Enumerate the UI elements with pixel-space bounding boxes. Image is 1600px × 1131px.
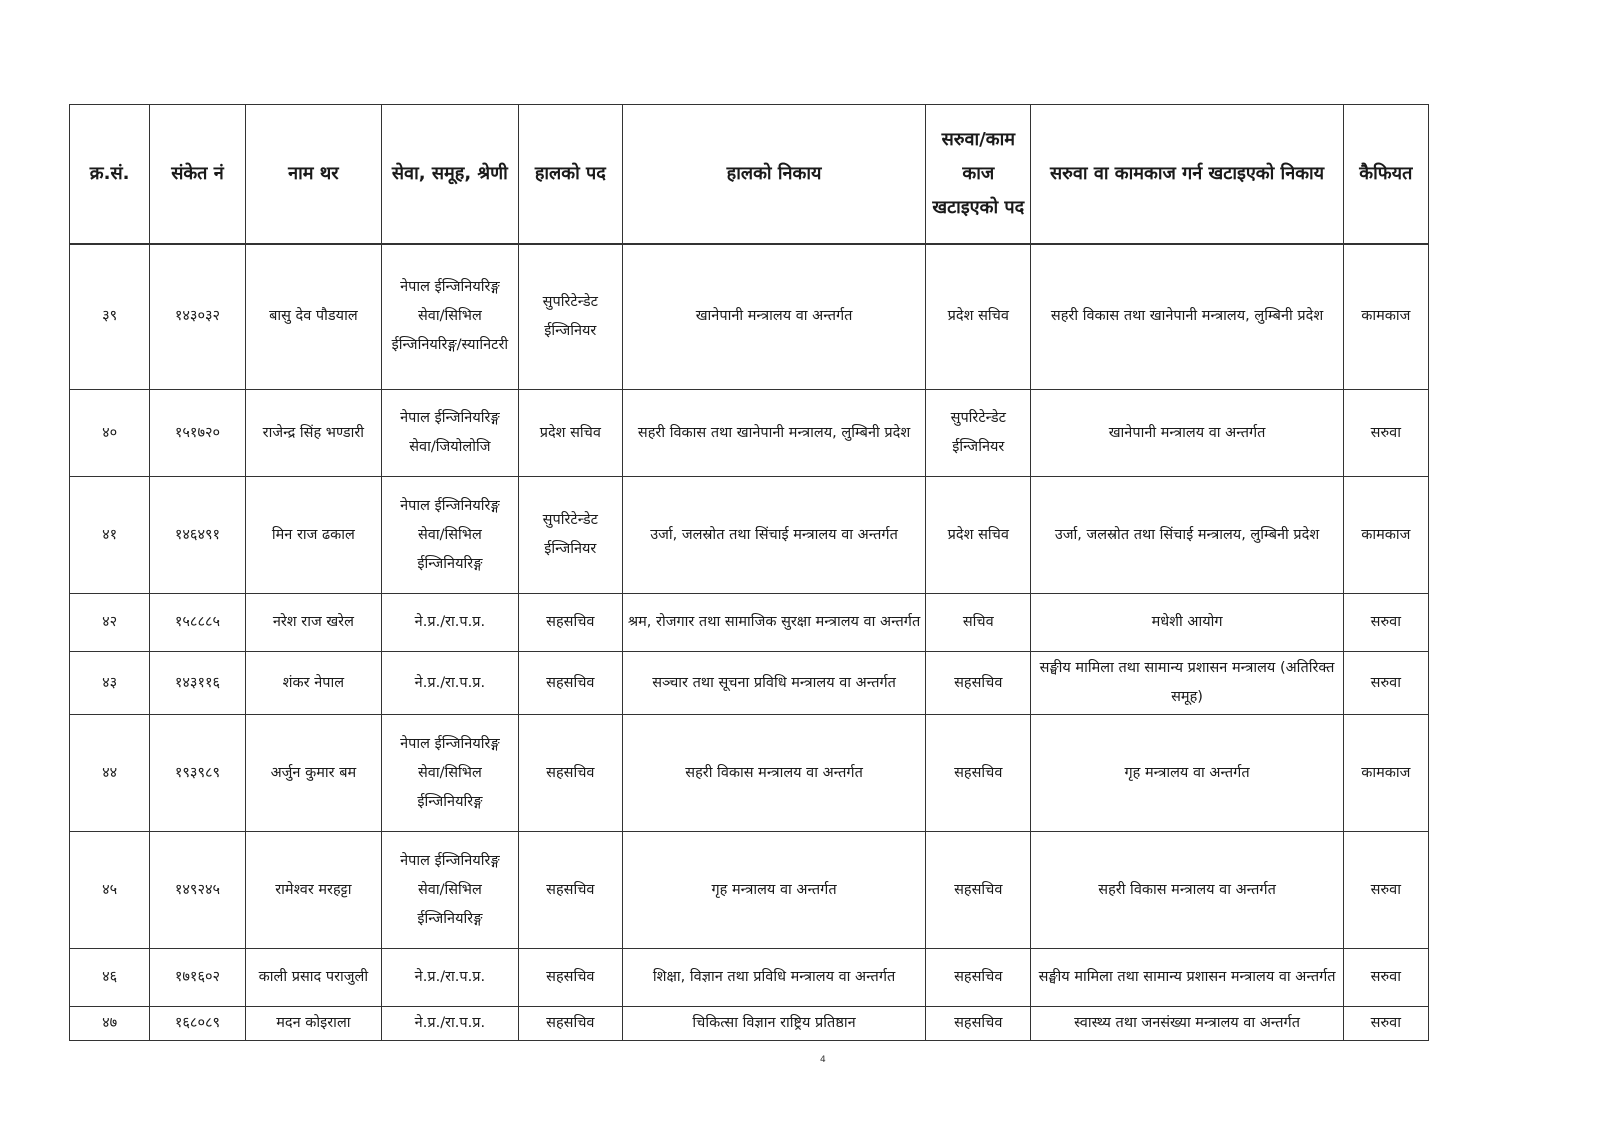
cell-current-office: सहरी विकास मन्त्रालय वा अन्तर्गत <box>623 715 926 832</box>
cell-remarks: सरुवा <box>1343 1007 1428 1041</box>
cell-name: शंकर नेपाल <box>245 652 382 715</box>
cell-code: १५१७२० <box>150 390 245 477</box>
cell-serial: ४० <box>70 390 150 477</box>
cell-serial: ३९ <box>70 244 150 390</box>
cell-code: १४६४९१ <box>150 477 245 594</box>
cell-name: बासु देव पौडयाल <box>245 244 382 390</box>
cell-serial: ४६ <box>70 949 150 1007</box>
cell-assigned-post: सहसचिव <box>926 715 1031 832</box>
cell-assigned-office: सङ्घीय मामिला तथा सामान्य प्रशासन मन्त्रालय वा अन्तर्गत <box>1031 949 1343 1007</box>
cell-name: अर्जुन कुमार बम <box>245 715 382 832</box>
cell-current-office: गृह मन्त्रालय वा अन्तर्गत <box>623 832 926 949</box>
cell-service: ने.प्र./रा.प.प्र. <box>382 594 519 652</box>
cell-remarks: कामकाज <box>1343 715 1428 832</box>
cell-service: ने.प्र./रा.प.प्र. <box>382 1007 519 1041</box>
header-name: नाम थर <box>245 105 382 244</box>
cell-current-office: खानेपानी मन्त्रालय वा अन्तर्गत <box>623 244 926 390</box>
header-assigned-office: सरुवा वा कामकाज गर्न खटाइएको निकाय <box>1031 105 1343 244</box>
cell-serial: ४७ <box>70 1007 150 1041</box>
cell-current-office: सञ्चार तथा सूचना प्रविधि मन्त्रालय वा अन्तर्गत <box>623 652 926 715</box>
cell-assigned-post: सहसचिव <box>926 832 1031 949</box>
cell-assigned-office: मधेशी आयोग <box>1031 594 1343 652</box>
cell-remarks: कामकाज <box>1343 477 1428 594</box>
cell-current-post: सहसचिव <box>518 715 622 832</box>
cell-current-post: सहसचिव <box>518 1007 622 1041</box>
cell-assigned-office: उर्जा, जलस्रोत तथा सिंचाई मन्त्रालय, लुम्बिनी प्रदेश <box>1031 477 1343 594</box>
cell-name: रामेश्वर मरहट्टा <box>245 832 382 949</box>
cell-service: नेपाल ईन्जिनियरिङ्ग सेवा/सिभिल ईन्जिनियरिङ्ग <box>382 477 519 594</box>
cell-code: १४९२४५ <box>150 832 245 949</box>
table-row <box>70 1007 1429 1041</box>
cell-name: राजेन्द्र सिंह भण्डारी <box>245 390 382 477</box>
cell-code: १४३०३२ <box>150 244 245 390</box>
header-current-office: हालको निकाय <box>623 105 926 244</box>
cell-serial: ४२ <box>70 594 150 652</box>
cell-remarks: सरुवा <box>1343 594 1428 652</box>
cell-remarks: सरुवा <box>1343 832 1428 949</box>
cell-assigned-post: सचिव <box>926 594 1031 652</box>
cell-assigned-office: सहरी विकास मन्त्रालय वा अन्तर्गत <box>1031 832 1343 949</box>
cell-serial: ४४ <box>70 715 150 832</box>
cell-name: काली प्रसाद पराजुली <box>245 949 382 1007</box>
cell-remarks: सरुवा <box>1343 652 1428 715</box>
cell-current-office: श्रम, रोजगार तथा सामाजिक सुरक्षा मन्त्रालय वा अन्तर्गत <box>623 594 926 652</box>
cell-assigned-post: प्रदेश सचिव <box>926 477 1031 594</box>
cell-service: नेपाल ईन्जिनियरिङ्ग सेवा/सिभिल ईन्जिनियरिङ्ग <box>382 715 519 832</box>
cell-assigned-office: गृह मन्त्रालय वा अन्तर्गत <box>1031 715 1343 832</box>
cell-serial: ४१ <box>70 477 150 594</box>
cell-service: नेपाल ईन्जिनियरिङ्ग सेवा/सिभिल ईन्जिनियरिङ्ग/स्यानिटरी <box>382 244 519 390</box>
cell-name: नरेश राज खरेल <box>245 594 382 652</box>
table-row <box>70 390 1429 477</box>
cell-assigned-office: सहरी विकास तथा खानेपानी मन्त्रालय, लुम्बिनी प्रदेश <box>1031 244 1343 390</box>
cell-code: १९३९८९ <box>150 715 245 832</box>
header-assigned-post: सरुवा/काम काज खटाइएको पद <box>926 105 1031 244</box>
header-code: संकेत नं <box>150 105 245 244</box>
table-row <box>70 832 1429 949</box>
table-row <box>70 715 1429 832</box>
cell-current-post: सहसचिव <box>518 949 622 1007</box>
cell-current-office: सहरी विकास तथा खानेपानी मन्त्रालय, लुम्बिनी प्रदेश <box>623 390 926 477</box>
cell-current-post: सहसचिव <box>518 832 622 949</box>
cell-current-post: सुपरिटेन्डेट ईन्जिनियर <box>518 477 622 594</box>
cell-assigned-office: खानेपानी मन्त्रालय वा अन्तर्गत <box>1031 390 1343 477</box>
cell-remarks: सरुवा <box>1343 390 1428 477</box>
cell-assigned-post: सहसचिव <box>926 652 1031 715</box>
cell-serial: ४३ <box>70 652 150 715</box>
cell-current-office: शिक्षा, विज्ञान तथा प्रविधि मन्त्रालय वा अन्तर्गत <box>623 949 926 1007</box>
cell-remarks: सरुवा <box>1343 949 1428 1007</box>
cell-assigned-post: सुपरिटेन्डेट ईन्जिनियर <box>926 390 1031 477</box>
cell-current-post: सहसचिव <box>518 594 622 652</box>
cell-name: मदन कोइराला <box>245 1007 382 1041</box>
cell-assigned-office: स्वास्थ्य तथा जनसंख्या मन्त्रालय वा अन्तर्गत <box>1031 1007 1343 1041</box>
table-header-row <box>70 105 1429 244</box>
header-serial: क्र.सं. <box>70 105 150 244</box>
cell-current-office: चिकित्सा विज्ञान राष्ट्रिय प्रतिष्ठान <box>623 1007 926 1041</box>
cell-current-post: सहसचिव <box>518 652 622 715</box>
cell-code: १७१६०२ <box>150 949 245 1007</box>
header-service: सेवा, समूह, श्रेणी <box>382 105 519 244</box>
cell-current-office: उर्जा, जलस्रोत तथा सिंचाई मन्त्रालय वा अन्तर्गत <box>623 477 926 594</box>
table-row <box>70 949 1429 1007</box>
cell-assigned-office: सङ्घीय मामिला तथा सामान्य प्रशासन मन्त्रालय (अतिरिक्त समूह) <box>1031 652 1343 715</box>
table-row <box>70 477 1429 594</box>
cell-assigned-post: सहसचिव <box>926 949 1031 1007</box>
cell-current-post: सुपरिटेन्डेट ईन्जिनियर <box>518 244 622 390</box>
transfer-table <box>69 104 1429 1041</box>
cell-code: १६८०८९ <box>150 1007 245 1041</box>
cell-assigned-post: सहसचिव <box>926 1007 1031 1041</box>
cell-service: ने.प्र./रा.प.प्र. <box>382 652 519 715</box>
cell-service: ने.प्र./रा.प.प्र. <box>382 949 519 1007</box>
cell-service: नेपाल ईन्जिनियरिङ्ग सेवा/सिभिल ईन्जिनियरिङ्ग <box>382 832 519 949</box>
cell-serial: ४५ <box>70 832 150 949</box>
cell-remarks: कामकाज <box>1343 244 1428 390</box>
cell-name: मिन राज ढकाल <box>245 477 382 594</box>
cell-code: १४३११६ <box>150 652 245 715</box>
table-row <box>70 244 1429 390</box>
cell-assigned-post: प्रदेश सचिव <box>926 244 1031 390</box>
header-remarks: कैफियत <box>1343 105 1428 244</box>
table-row <box>70 594 1429 652</box>
header-current-post: हालको पद <box>518 105 622 244</box>
table-row <box>70 652 1429 715</box>
cell-current-post: प्रदेश सचिव <box>518 390 622 477</box>
page-number: 4 <box>820 1055 826 1065</box>
cell-service: नेपाल ईन्जिनियरिङ्ग सेवा/जियोलोजि <box>382 390 519 477</box>
cell-code: १५८८८५ <box>150 594 245 652</box>
